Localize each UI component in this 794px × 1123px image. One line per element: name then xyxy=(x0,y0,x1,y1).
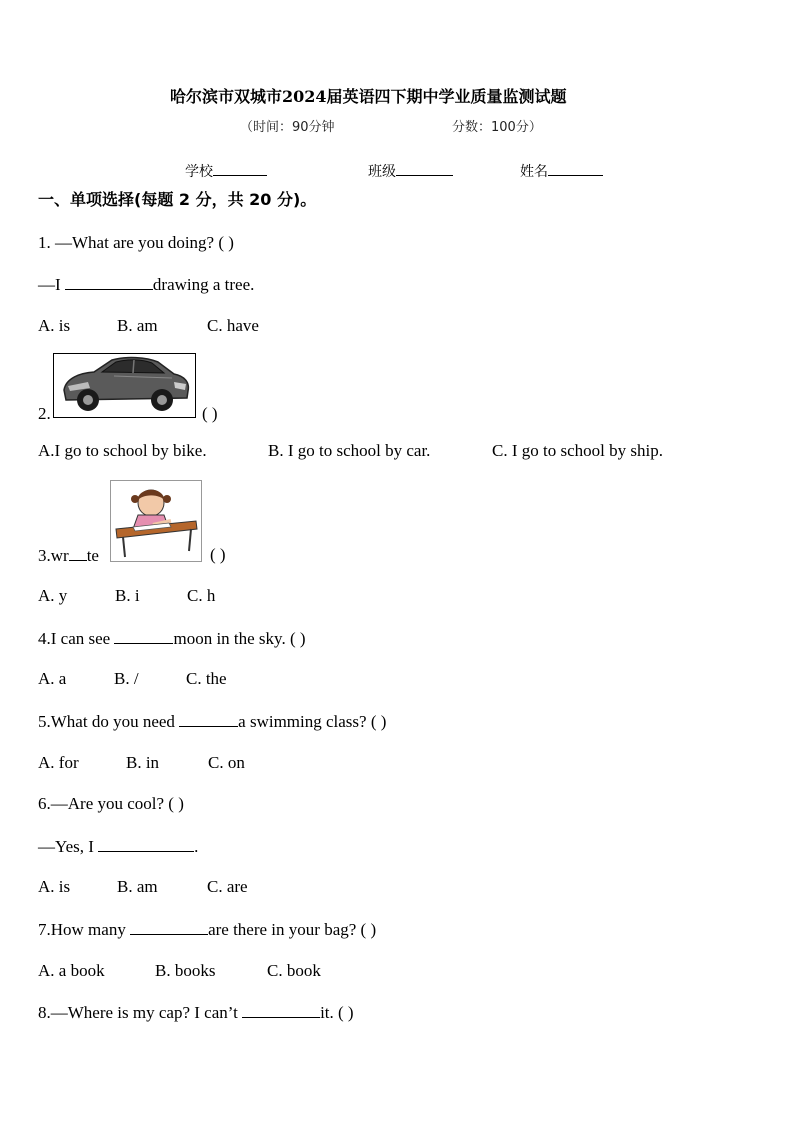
question-6-option-c: C. are xyxy=(207,877,248,896)
question-2-number: 2. xyxy=(38,404,51,423)
answer-blank xyxy=(130,919,208,935)
school-label: 学校 xyxy=(185,164,213,180)
school-blank xyxy=(213,160,267,176)
question-7-part-a: 7.How many xyxy=(38,920,131,939)
question-4-option-c: C. the xyxy=(186,669,227,688)
name-label: 姓名 xyxy=(520,164,548,180)
question-6-option-a: A. is xyxy=(38,877,71,896)
question-2-paren: ( ) xyxy=(202,404,218,423)
question-6-reply xyxy=(38,836,198,857)
question-2-option-b: B. I go to school by car. xyxy=(268,441,431,460)
question-4-option-b: B. / xyxy=(114,669,139,688)
class-label: 班级 xyxy=(368,164,396,180)
question-1-option-b: B. am xyxy=(117,316,158,335)
question-5-option-c: C. on xyxy=(208,753,245,772)
question-5-part-b: a swimming class? ( ) xyxy=(238,712,387,731)
answer-blank xyxy=(98,836,194,852)
question-3-option-a: A. y xyxy=(38,586,68,605)
class-field xyxy=(368,160,453,182)
question-8-part-a: 8.—Where is my cap? I can’t xyxy=(38,1003,243,1022)
exam-score: 分数：100分） xyxy=(452,120,542,135)
question-7-option-a: A. a book xyxy=(38,961,105,980)
answer-blank xyxy=(242,1002,320,1018)
question-3-part-b: te xyxy=(86,546,99,565)
name-blank xyxy=(548,160,603,176)
question-5-option-a: A. for xyxy=(38,753,79,772)
answer-blank xyxy=(65,274,153,290)
question-5-part-a: 5.What do you need xyxy=(38,712,180,731)
question-6-reply-b: . xyxy=(194,837,199,856)
question-7-option-c: C. book xyxy=(267,961,321,980)
car-image xyxy=(53,353,196,418)
question-4-option-a: A. a xyxy=(38,669,67,688)
question-6-option-b: B. am xyxy=(117,877,158,896)
question-2-option-c: C. I go to school by ship. xyxy=(492,441,663,460)
question-4-part-a: 4.I can see xyxy=(38,629,115,648)
class-blank xyxy=(396,160,453,176)
question-1-option-c: C. have xyxy=(207,316,259,335)
question-1-reply-a: —I xyxy=(38,275,65,294)
question-3-word xyxy=(38,545,99,566)
question-6-stem: 6.—Are you cool? ( ) xyxy=(38,794,184,813)
question-8-stem xyxy=(38,1002,354,1023)
question-4-part-b: moon in the sky. ( ) xyxy=(173,629,306,648)
question-1-reply-b: drawing a tree. xyxy=(152,275,255,294)
question-7-part-b: are there in your bag? ( ) xyxy=(208,920,377,939)
question-1-reply xyxy=(38,274,254,295)
answer-blank xyxy=(114,628,173,644)
question-3-option-c: C. h xyxy=(187,586,216,605)
school-field xyxy=(185,160,267,182)
question-1-option-a: A. is xyxy=(38,316,71,335)
question-3-option-b: B. i xyxy=(115,586,140,605)
question-5-option-b: B. in xyxy=(126,753,160,772)
question-7-stem xyxy=(38,919,376,940)
question-4-stem xyxy=(38,628,306,649)
girl-writing-icon xyxy=(111,481,201,561)
section-heading: 一、单项选择(每题 2 分，共 20 分)。 xyxy=(38,190,317,209)
question-6-reply-a: —Yes, I xyxy=(38,837,99,856)
question-1-stem: 1. —What are you doing? ( ) xyxy=(38,233,234,252)
question-3-paren: ( ) xyxy=(210,545,226,564)
exam-time: （时间：90分钟 xyxy=(240,120,335,135)
page-title: 哈尔滨市双城市2024届英语四下期中学业质量监测试题 xyxy=(170,87,567,106)
question-7-option-b: B. books xyxy=(155,961,216,980)
question-5-stem xyxy=(38,711,386,732)
question-2-option-a: A.I go to school by bike. xyxy=(38,441,207,460)
question-8-part-b: it. ( ) xyxy=(320,1003,354,1022)
question-3-part-a: 3.wr xyxy=(38,546,69,565)
answer-blank xyxy=(179,711,238,727)
girl-writing-image xyxy=(110,480,202,562)
letter-blank xyxy=(69,545,87,561)
name-field xyxy=(520,160,603,182)
car-icon xyxy=(54,354,195,417)
